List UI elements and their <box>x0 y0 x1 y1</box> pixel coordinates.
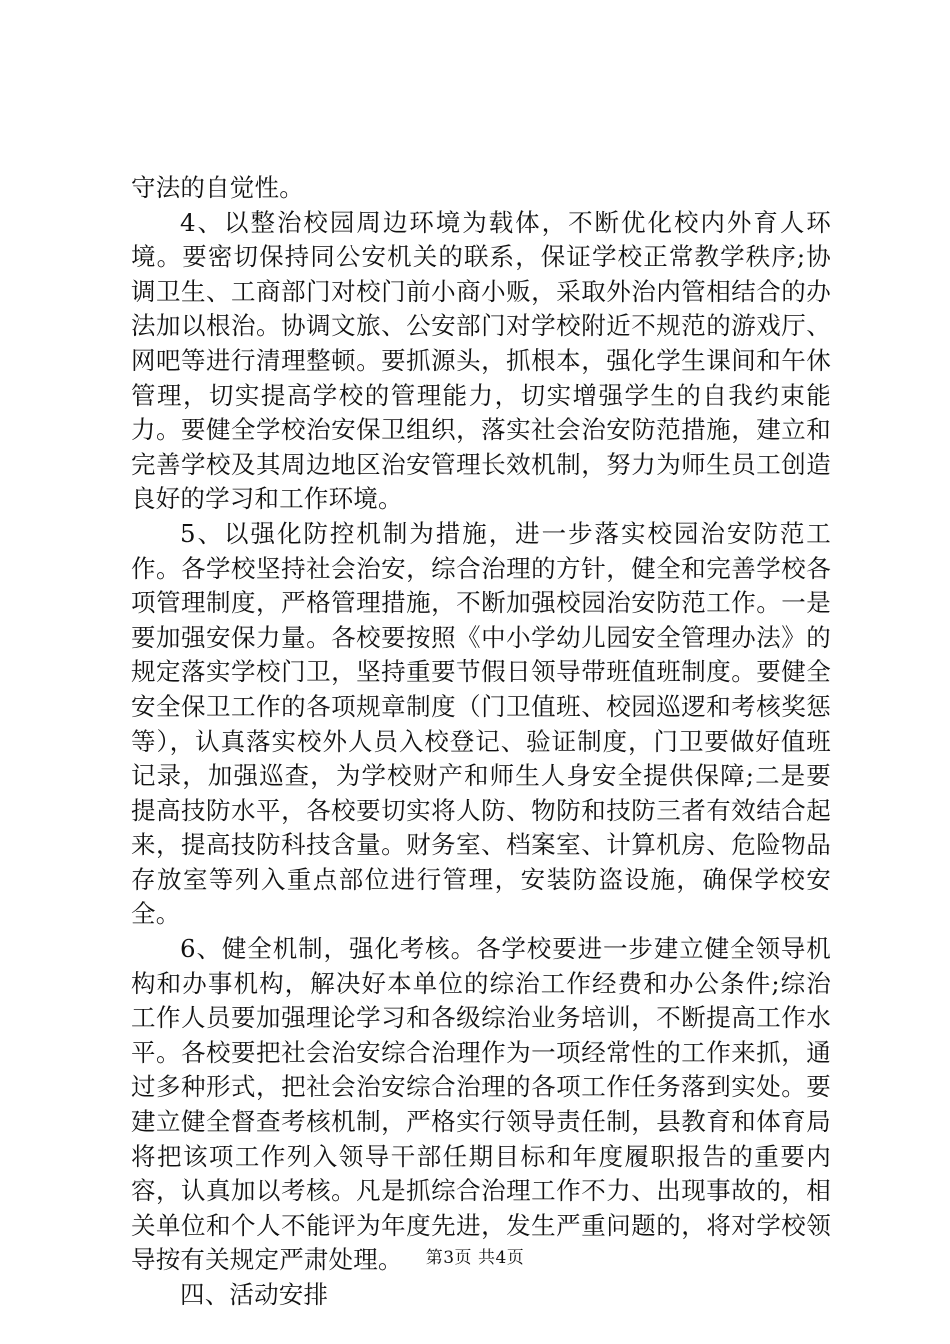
page-number-footer: 第3页 共4页 <box>425 1248 525 1268</box>
section-heading-activities: 四、活动安排 <box>180 1280 329 1309</box>
paragraph-item-4: 4、以整治校园周边环境为载体，不断优化校内外育人环境。要密切保持同公安机关的联系，保证学校正常教学秩序;协调卫生、工商部门对校门前小商小贩，采取外治内管相结合的办法加以根治。协调文旅、公安部门对学校附近不规范的游戏厅、网吧等进行清理整顿。要抓源头，抓根本，强化学生课间和午休管理，切实提高学校的管理能力，切实增强学生的自我约束能力。要健全学校治安保卫组织，落实社会治安防范措施，建立和完善学校及其周边地区治安管理长效机制，努力为师生员工创造良好的学习和工作环境。 <box>131 207 831 514</box>
paragraph-continuation: 守法的自觉性。 <box>131 173 304 202</box>
paragraph-item-5: 5、以强化防控机制为措施，进一步落实校园治安防范工作。各学校坚持社会治安，综合治理的方针，健全和完善学校各项管理制度，严格管理措施，不断加强校园治安防范工作。一是要加强安保力量。各校要按照《中小学幼儿园安全管理办法》的规定落实学校门卫，坚持重要节假日领导带班值班制度。要健全安全保卫工作的各项规章制度（门卫值班、校园巡逻和考核奖惩等），认真落实校外人员入校登记、验证制度，门卫要做好值班记录，加强巡查，为学校财产和师生人身安全提供保障;二是要提高技防水平，各校要切实将人防、物防和技防三者有效结合起来，提高技防科技含量。财务室、档案室、计算机房、危险物品存放室等列入重点部位进行管理，安装防盗设施，确保学校安全。 <box>131 518 831 929</box>
document-body <box>131 171 831 1313</box>
paragraph-item-6: 6、健全机制，强化考核。各学校要进一步建立健全领导机构和办事机构，解决好本单位的综治工作经费和办公条件;综治工作人员要加强理论学习和各级综治业务培训，不断提高工作水平。各校要把社会治安综合治理作为一项经常性的工作来抓，通过多种形式，把社会治安综合治理的各项工作任务落到实处。要建立健全督查考核机制，严格实行领导责任制，县教育和体育局将把该项工作列入领导干部任期目标和年度履职报告的重要内容，认真加以考核。凡是抓综合治理工作不力、出现事故的，相关单位和个人不能评为年度先进，发生严重问题的，将对学校领导按有关规定严肃处理。 <box>131 934 831 1275</box>
